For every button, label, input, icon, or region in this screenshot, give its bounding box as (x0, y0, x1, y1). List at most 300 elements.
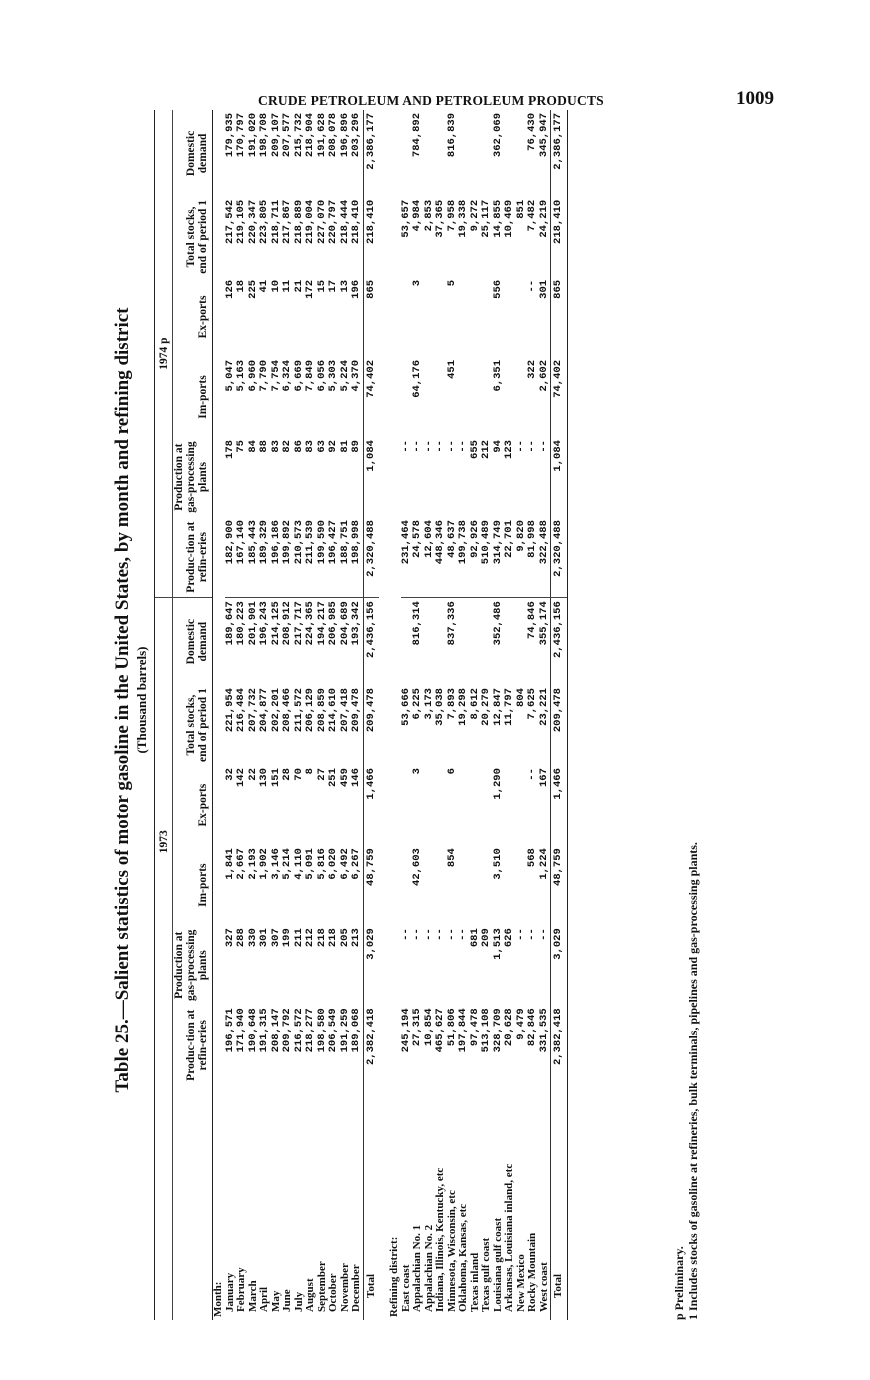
table-row (328, 110, 340, 1320)
table-cell: 19,338 (457, 199, 469, 238)
table-cell: 1,902 (258, 848, 270, 880)
table-cell: 196,896 (338, 113, 351, 158)
table-cell: 206,129 (304, 688, 316, 733)
row-label: Rocky Mountain (526, 1232, 538, 1312)
table-cell: 816,314 (411, 601, 423, 646)
table-cell (504, 357, 516, 437)
table-cell (481, 110, 493, 197)
row-label: East coast (399, 1264, 412, 1312)
table-cell: 2,853 (422, 199, 435, 232)
table-cell: 209 (480, 928, 492, 948)
table-cell: 6,351 (491, 359, 504, 392)
table-cell: 448,346 (435, 517, 447, 598)
table-cell: 207,732 (246, 688, 259, 733)
table-cell: 513,108 (480, 1008, 492, 1053)
table-cell: 28 (281, 768, 293, 781)
table-cell: 216,484 (235, 688, 247, 733)
table-cell: 53,666 (399, 688, 412, 726)
table-row (305, 110, 317, 1320)
table-cell: 328,709 (491, 1008, 504, 1053)
table-cell: 213 (350, 928, 362, 948)
table-cell: 288 (235, 928, 247, 948)
row-label: May (269, 1290, 282, 1312)
table-cell: 199,590 (317, 517, 329, 598)
table-cell: 556 (491, 279, 504, 299)
table-cell: 6,020 (327, 848, 339, 880)
column-header: Domestic demand (173, 598, 213, 685)
table-row (412, 110, 424, 1320)
table-cell: 82 (281, 440, 293, 453)
table-cell: 81 (338, 440, 351, 453)
table-cell: 216,572 (292, 1008, 305, 1053)
table-cell: 86 (292, 440, 305, 453)
table-cell: 209,107 (269, 113, 282, 158)
table-cell: 3 (411, 279, 423, 287)
table-cell: 48,759 (551, 845, 568, 925)
total-row (551, 110, 568, 1320)
table-cell: 199,738 (458, 517, 470, 598)
table-cell: 180,223 (235, 601, 247, 646)
table-cell: 182,900 (225, 517, 237, 598)
table-cell: 76,430 (526, 113, 538, 151)
table-cell: 307 (269, 928, 282, 948)
table-cell: 70 (292, 768, 305, 781)
table-cell: 865 (363, 277, 379, 357)
row-label: Texas inland (468, 1252, 481, 1312)
table-cell (458, 845, 470, 925)
table-cell: 196,243 (258, 601, 270, 646)
table-cell: 837,336 (445, 601, 458, 646)
table-cell: 199 (281, 928, 293, 948)
table-cell: 451 (445, 359, 458, 379)
table-cell: 12,847 (491, 688, 504, 726)
row-label: February (235, 1267, 247, 1312)
table-cell: 23,221 (537, 688, 550, 726)
table-cell: -- (537, 440, 550, 453)
table-cell: 20,279 (480, 688, 492, 726)
table-cell: 1,513 (491, 928, 504, 960)
total-row (363, 110, 379, 1320)
table-cell: 854 (445, 848, 458, 868)
table-cell: 209,792 (281, 1008, 293, 1053)
table-caption (112, 80, 150, 1320)
table-cell (504, 598, 516, 685)
table-cell: 179,935 (223, 113, 236, 158)
table-cell: 6,056 (315, 359, 328, 392)
table-cell: 24,219 (537, 199, 550, 238)
row-label: January (223, 1272, 236, 1312)
table-cell: 227,070 (315, 199, 328, 244)
table-cell: 171,940 (235, 1008, 247, 1053)
table-cell: 465,627 (434, 1008, 446, 1053)
table-cell: 7,958 (445, 199, 458, 232)
district-section-row-label: Refining district: (388, 1236, 400, 1317)
table-cell (470, 845, 482, 925)
row-label: November (338, 1263, 351, 1312)
table-cell: 218,889 (292, 199, 305, 244)
table-cell: 81,998 (527, 517, 539, 598)
table-cell: 20,628 (503, 1008, 515, 1047)
table-cell: 223,805 (258, 199, 270, 244)
table-cell: 22,701 (504, 517, 516, 598)
table-cell: 510,489 (481, 517, 493, 598)
table-cell: 7,625 (526, 688, 538, 720)
row-label: Arkansas, Louisiana inland, etc (503, 1163, 515, 1312)
row-label: Total (551, 1085, 568, 1320)
row-label: Appalachian No. 1 (411, 1224, 423, 1312)
table-cell: 196,571 (223, 1008, 236, 1053)
table-cell: 352,486 (491, 601, 504, 646)
table-cell: 207,577 (281, 113, 293, 158)
table-cell: 224,365 (304, 601, 316, 646)
table-cell: -- (514, 440, 527, 453)
table-cell: 4,370 (350, 359, 362, 392)
year-1974-header: 1974 p (155, 110, 173, 598)
table-cell: 217,542 (223, 199, 236, 244)
table-cell: 5,047 (223, 359, 236, 392)
table-row (282, 110, 294, 1320)
table-cell: 6,267 (350, 848, 362, 880)
table-cell: 196,427 (328, 517, 340, 598)
row-label: July (292, 1291, 305, 1312)
table-cell: 6 (445, 768, 458, 775)
table-row (435, 110, 447, 1320)
row-label: Appalachian No. 2 (422, 1224, 435, 1312)
table-cell: 212 (480, 440, 492, 459)
column-header: Ex-ports (173, 765, 213, 845)
table-cell: 218,410 (363, 197, 379, 277)
footnotes (672, 842, 700, 1320)
table-cell: 655 (468, 440, 481, 459)
table-cell: 84 (246, 440, 259, 453)
table-cell: 218,904 (304, 113, 316, 158)
table-cell: 205 (338, 928, 351, 948)
table-cell (481, 357, 493, 437)
table-cell: 22 (246, 768, 259, 781)
table-cell: 185,443 (248, 517, 260, 598)
table-cell: 123 (503, 440, 515, 459)
table-cell: 198,580 (315, 1008, 328, 1053)
table-cell: 10,854 (422, 1008, 435, 1047)
table-cell: 7,754 (269, 359, 282, 392)
table-cell: 322,488 (539, 517, 551, 598)
table-cell: 12,604 (424, 517, 436, 598)
table-cell: 1,084 (551, 437, 568, 517)
table-cell: 197,844 (457, 1008, 469, 1053)
table-cell: 211 (292, 928, 305, 948)
table-cell: 202,201 (269, 688, 282, 733)
table-cell (424, 598, 436, 685)
table-cell: 2,320,488 (551, 517, 568, 598)
table-cell: 2,436,156 (363, 598, 379, 685)
table-cell (458, 598, 470, 685)
table-cell: 191,315 (258, 1008, 270, 1053)
table-cell: 851 (514, 199, 527, 219)
table-cell: 209,478 (551, 685, 568, 765)
table-cell: -- (445, 440, 458, 453)
table-cell: 11 (281, 279, 293, 293)
table-cell: 208,859 (315, 688, 328, 733)
table-cell: 218,444 (338, 199, 351, 244)
table-cell: 189,068 (350, 1008, 362, 1053)
table-cell: 209,478 (363, 685, 379, 765)
table-row (458, 110, 470, 1320)
table-cell: 1,224 (537, 848, 550, 880)
table-cell (424, 845, 436, 925)
table-cell: 3,029 (551, 925, 568, 1005)
table-cell: 3,029 (363, 925, 379, 1005)
table-cell: 4,110 (292, 848, 305, 880)
table-cell: -- (526, 768, 538, 781)
table-cell: 204,689 (338, 601, 351, 646)
table-cell: 18 (235, 279, 247, 293)
table-cell: 42,603 (411, 848, 423, 886)
running-head: CRUDE PETROLEUM AND PETROLEUM PRODUCTS (258, 93, 604, 108)
row-label: September (315, 1261, 328, 1312)
table-cell: -- (422, 928, 435, 941)
gasoline-statistics-table (154, 110, 568, 1320)
table-cell: 5,163 (235, 359, 247, 392)
table-body (213, 110, 568, 1320)
table-cell: 196,186 (271, 517, 283, 598)
table-cell: -- (457, 440, 469, 453)
table-cell: 92 (327, 440, 339, 453)
table-cell: 218,277 (304, 1008, 316, 1053)
district-section-row (389, 110, 401, 1320)
table-cell (435, 845, 447, 925)
row-label: Oklahoma, Kansas, etc (457, 1203, 469, 1312)
table-cell: 89 (350, 440, 362, 453)
table-cell: 10 (269, 279, 282, 293)
table-cell: 219,004 (304, 199, 316, 244)
table-cell: 146 (350, 768, 362, 787)
table-cell: 35,038 (434, 688, 446, 726)
table-row (481, 110, 493, 1320)
table-cell (435, 357, 447, 437)
table-cell: 189,647 (223, 601, 236, 646)
column-header: Production at gas-processing plants (173, 925, 213, 1005)
row-label: Indiana, Illinois, Kentucky, etc (434, 1167, 446, 1312)
table-cell: 83 (269, 440, 282, 453)
table-cell: 48,637 (447, 517, 459, 598)
table-cell: 206,985 (327, 601, 339, 646)
table-cell: 362,069 (491, 113, 504, 158)
table-cell: 331,535 (537, 1008, 550, 1053)
table-cell: 210,573 (294, 517, 306, 598)
table-cell: 75 (235, 440, 247, 453)
table-cell: 214,610 (327, 688, 339, 733)
table-cell (458, 357, 470, 437)
table-cell: 10,469 (503, 199, 515, 238)
table-cell (470, 110, 482, 197)
table-cell: 178 (223, 440, 236, 459)
table-cell: 221,954 (223, 688, 236, 733)
table-cell (470, 277, 482, 357)
table-cell: 6,492 (338, 848, 351, 880)
table-cell: 151 (269, 768, 282, 787)
table-cell: 11,797 (503, 688, 515, 726)
table-row (259, 110, 271, 1320)
table-cell: -- (514, 928, 527, 941)
table-cell: 191,628 (315, 113, 328, 158)
table-cell: 218,711 (269, 199, 282, 244)
table-cell: 218,410 (350, 199, 362, 244)
table-cell: 345,947 (537, 113, 550, 158)
table-cell: -- (411, 440, 423, 453)
table-cell: 189,329 (259, 517, 271, 598)
table-cell: 568 (526, 848, 538, 868)
row-label: June (281, 1289, 293, 1312)
table-cell: 37,365 (434, 199, 446, 238)
table-cell: 2,386,177 (551, 110, 568, 197)
table-cell: 245,194 (399, 1008, 412, 1053)
table-row (236, 110, 248, 1320)
table-cell: 217,717 (292, 601, 305, 646)
table-cell: 191,020 (246, 113, 259, 158)
row-label: Louisiana gulf coast (491, 1217, 504, 1312)
table-cell: -- (526, 440, 538, 453)
column-header: Total stocks, end of period 1 (173, 685, 213, 765)
table-cell (458, 110, 470, 197)
table-cell: 206,549 (327, 1008, 339, 1053)
table-cell: -- (399, 440, 412, 453)
table-cell: 207,418 (338, 688, 351, 733)
table-cell: -- (537, 928, 550, 941)
table-cell: 1,466 (363, 765, 379, 845)
table-cell: 6,669 (292, 359, 305, 392)
table-title: Table 25.—Salient statistics of motor gasoline in the United States, by month and refining district (112, 307, 133, 1093)
table-cell: 2,382,418 (363, 1005, 379, 1085)
table-cell (470, 765, 482, 845)
table-cell: 211,539 (305, 517, 317, 598)
table-cell: 816,839 (445, 113, 458, 158)
table-cell: 21 (292, 279, 305, 293)
table-cell: 804 (514, 688, 527, 707)
month-section-row (213, 110, 225, 1320)
table-cell: 3,173 (422, 688, 435, 720)
table-cell: -- (457, 928, 469, 941)
table-cell: 301 (258, 928, 270, 948)
table-cell: 208,466 (281, 688, 293, 733)
table-cell: 865 (551, 277, 568, 357)
table-cell: 251 (327, 768, 339, 787)
row-label: December (350, 1264, 362, 1312)
stub-column-header (173, 1085, 213, 1320)
table-cell: 88 (258, 440, 270, 453)
table-cell: 198,998 (351, 517, 363, 598)
table-cell: 41 (258, 279, 270, 293)
row-label: West coast (537, 1262, 550, 1312)
table-cell: 218,410 (551, 197, 568, 277)
row-label: Minnesota, Wisconsin, etc (445, 1190, 458, 1312)
table-cell (481, 765, 493, 845)
table-cell: 201,901 (246, 601, 259, 646)
table-cell: 8,612 (468, 688, 481, 720)
footnote-preliminary: p Preliminary. (672, 1246, 686, 1320)
column-header: Ex-ports (173, 277, 213, 357)
table-cell: 211,572 (292, 688, 305, 733)
table-cell: 83 (304, 440, 316, 453)
page-number: 1009 (736, 88, 774, 109)
table-row (539, 110, 551, 1320)
table-cell: 231,464 (401, 517, 413, 598)
table-cell (424, 357, 436, 437)
table-cell: 2,602 (537, 359, 550, 392)
table-cell: 3 (411, 768, 423, 775)
table-cell: 24,578 (412, 517, 424, 598)
table-cell (481, 277, 493, 357)
table-cell (435, 598, 447, 685)
table-cell: 5 (445, 279, 458, 287)
table-cell: 314,749 (493, 517, 505, 598)
table-cell: 355,174 (537, 601, 550, 646)
table-cell: 74,846 (526, 601, 538, 640)
month-section-row-label: Month: (212, 1281, 224, 1317)
table-row (351, 110, 363, 1320)
table-cell: 2,193 (246, 848, 259, 880)
table-cell: 1,466 (551, 765, 568, 845)
table-cell: 7,790 (258, 359, 270, 392)
table-cell: 209,478 (350, 688, 362, 733)
table-cell: -- (434, 440, 446, 453)
row-label: October (327, 1273, 339, 1312)
table-cell (435, 765, 447, 845)
table-cell (504, 765, 516, 845)
table-cell (435, 110, 447, 197)
table-cell: 14,855 (491, 199, 504, 238)
rotated-table-region (112, 80, 712, 1320)
table-row (504, 110, 516, 1320)
table-cell: 208,078 (327, 113, 339, 158)
table-cell: 2,386,177 (363, 110, 379, 197)
table-cell: 626 (503, 928, 515, 948)
table-cell: 215,732 (292, 113, 305, 158)
table-cell (470, 598, 482, 685)
table-cell: -- (526, 928, 538, 941)
table-cell: 208,147 (269, 1008, 282, 1053)
table-cell: 172 (304, 279, 316, 299)
table-cell (458, 765, 470, 845)
table-cell (481, 845, 493, 925)
column-header: Im-ports (173, 357, 213, 437)
table-cell: 212 (304, 928, 316, 948)
table-cell: 218 (315, 928, 328, 948)
table-cell: 48,759 (363, 845, 379, 925)
column-header: Produc-tion at refin-eries (173, 517, 213, 598)
table-cell: 208,912 (281, 601, 293, 646)
table-cell: 130 (258, 768, 270, 787)
stub-header (155, 1085, 173, 1320)
table-cell: 1,084 (363, 437, 379, 517)
table-cell: 190,648 (246, 1008, 259, 1053)
table-row (527, 110, 539, 1320)
table-cell: 1,841 (223, 848, 236, 880)
table-cell: 27,315 (411, 1008, 423, 1047)
row-label: New Mexico (514, 1254, 527, 1312)
table-cell: 9,272 (468, 199, 481, 232)
table-cell: 97,478 (468, 1008, 481, 1047)
table-cell (401, 765, 413, 845)
table-cell: 94 (491, 440, 504, 453)
table-cell: 6,960 (246, 359, 259, 392)
table-cell: 194,217 (315, 601, 328, 646)
table-cell: 3,510 (491, 848, 504, 880)
row-label: March (246, 1280, 259, 1312)
table-cell: 199,892 (282, 517, 294, 598)
table-cell: 214,125 (269, 601, 282, 646)
table-cell (424, 277, 436, 357)
table-cell (424, 765, 436, 845)
